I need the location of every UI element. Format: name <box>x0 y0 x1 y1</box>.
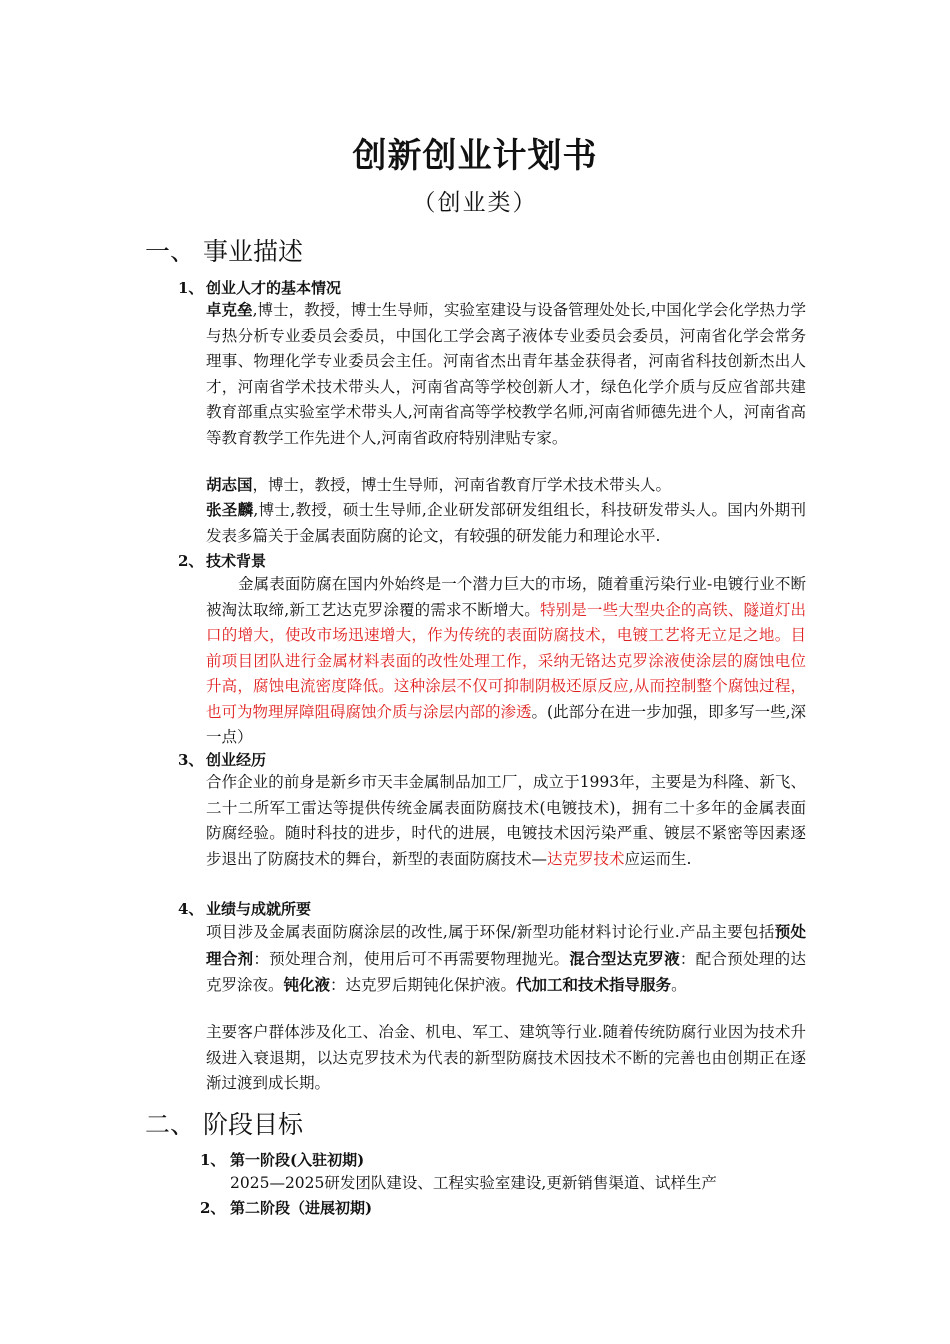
paragraph-tech-background <box>206 572 806 751</box>
subsection-label: 第二阶段（进展初期) <box>230 1199 373 1217</box>
paragraph-zhuo <box>206 297 806 451</box>
paragraph-products <box>206 919 806 999</box>
paragraph-stage-1: 2025—2025研发团队建设、工程实验室建设,更新销售渠道、试样生产 <box>230 1174 717 1192</box>
person-name: 胡志国 <box>206 475 253 494</box>
paragraph-text: 。(此部分在进一步加强，即多写一些,深一点） <box>206 702 806 746</box>
subsection-label: 创业人才的基本情况 <box>206 279 342 297</box>
subsection-heading-1-1 <box>178 277 341 298</box>
subsection-label: 业绩与成就所要 <box>206 900 312 918</box>
paragraph-text: 。 <box>671 976 687 994</box>
highlighted-text: 特别是一些大型央企的高铁、隧道灯出口的增大，使改市场迅速增大，作为传统的表面防腐技术，电镀工艺将无立足之地。目前项目团队进行金属材料表面的改性处理工作，采纳无铬达克罗涂液使涂层的腐蚀电位升高，腐蚀电流密度降低。这种涂层不仅可抑制阴极还原反应,从而控制整个腐蚀过程，也可为物理屏障阻碍腐蚀介质与涂层内部的渗透 <box>206 600 806 721</box>
product-name: 预处理合剂 <box>206 922 806 968</box>
paragraph-text: ：配合预处理的达克罗涂夜。 <box>206 949 806 994</box>
person-name: 张圣麟 <box>206 500 254 519</box>
subsection-number: 2、 <box>178 552 204 570</box>
product-name: 混合型达克罗液 <box>569 948 680 968</box>
document-title: 创新创业计划书 <box>352 136 598 176</box>
paragraph-text: ,博士，教授，博士生导师，实验室建设与设备管理处处长,中国化学会化学热力学与热分析专业委员会委员，中国化工学会离子液体专业委员会委员，河南省化学会常务理事、物理化学专业委员会主任。河南省杰出青年基金获得者，河南省科技创新杰出人才，河南省学术技术带头人，河南省高等学校创新人才，绿色化学介质与反应省部共建教育部重点实验室学术带头人,河南省高等学校教学名师,河南省师德先进个人，河南省高等教育教学工作先进个人,河南省政府特别津贴专家。 <box>206 301 806 447</box>
section-label: 事业描述 <box>203 237 304 266</box>
section-heading-1 <box>145 232 303 268</box>
subsection-number: 2、 <box>200 1199 226 1217</box>
section-label: 阶段目标 <box>203 1110 304 1139</box>
subsection-heading-2-1 <box>200 1149 364 1170</box>
paragraph-zhang <box>206 497 806 549</box>
subsection-heading-2-2 <box>200 1197 372 1218</box>
person-name: 卓克垒 <box>206 300 253 319</box>
paragraph-customers: 主要客户群体涉及化工、冶金、机电、军工、建筑等行业.随着传统防腐行业因为技术升级进入衰退期，以达克罗技术为代表的新型防腐技术因技术不断的完善也由创期正在逐渐过渡到成长期。 <box>206 1023 806 1092</box>
subsection-heading-1-3 <box>178 749 266 770</box>
subsection-label: 创业经历 <box>206 751 267 769</box>
paragraph-text: 金属表面防腐在国内外始终是一个潜力巨大的市场，随着重污染行业-电镀行业不断被淘汰取缔,新工艺达克罗涂覆的需求不断增大。 <box>206 575 806 619</box>
subsection-heading-1-2 <box>178 550 266 571</box>
highlighted-text: 达克罗技术 <box>547 849 625 868</box>
paragraph-text: ：预处理合剂，使用后可不再需要物理抛光。 <box>253 949 570 968</box>
document-subtitle: （创业类） <box>412 190 538 216</box>
paragraph-text: ,博士,教授，硕士生导师,企业研发部研发组组长，科技研发带头人。国内外期刊发表多篇关于金属表面防腐的论文，有较强的研发能力和理论水平. <box>206 501 806 545</box>
subsection-label: 技术背景 <box>206 552 267 570</box>
paragraph-text: 应运而生. <box>624 849 692 868</box>
paragraph-text: 合作企业的前身是新乡市天丰金属制品加工厂，成立于1993年，主要是为科隆、新飞、二十二所军工雷达等提供传统金属表面防腐技术(电镀技术)，拥有二十多年的金属表面防腐经验。随时科技的进步，时代的进展，电镀技术因污染严重、镀层不紧密等因素逐步退出了防腐技术的舞台，新型的表面防腐技术— <box>206 773 806 868</box>
paragraph-text: ，博士，教授，博士生导师，河南省教育厅学术技术带头人。 <box>252 476 672 494</box>
product-name: 代加工和技术指导服务 <box>516 975 672 994</box>
subsection-heading-1-4 <box>178 898 311 919</box>
subsection-number: 4、 <box>178 900 204 918</box>
subsection-number: 3、 <box>178 751 204 769</box>
paragraph-hu <box>206 472 806 499</box>
paragraph-experience <box>206 770 806 872</box>
product-name: 钝化液 <box>283 975 331 994</box>
subsection-number: 1、 <box>178 279 204 297</box>
section-heading-2 <box>145 1105 303 1141</box>
section-number: 一、 <box>145 237 196 266</box>
paragraph-text: ：达克罗后期钝化保护液。 <box>330 976 517 994</box>
paragraph-text: 项目涉及金属表面防腐涂层的改性,属于环保/新型功能材料讨论行业.产品主要包括 <box>206 923 775 941</box>
subsection-number: 1、 <box>200 1151 226 1169</box>
section-number: 二、 <box>145 1110 196 1139</box>
subsection-label: 第一阶段(入驻初期) <box>230 1151 365 1169</box>
